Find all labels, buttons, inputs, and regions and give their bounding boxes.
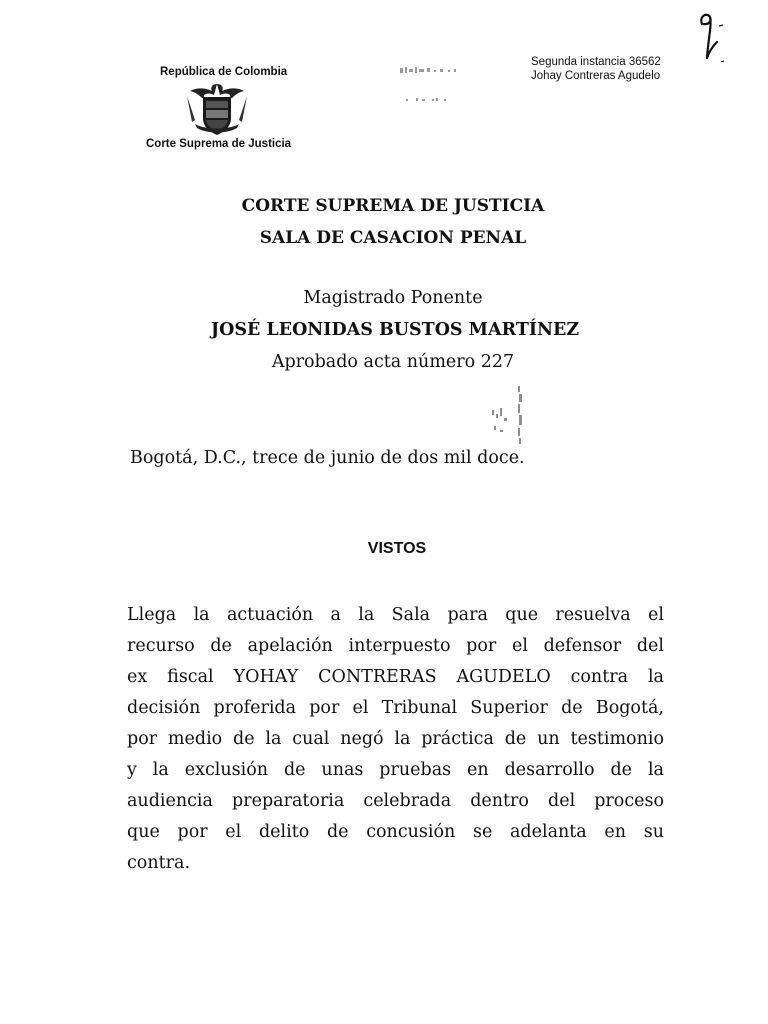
place-date-line: Bogotá, D.C., trece de junio de dos mil doce. — [130, 448, 525, 468]
case-reference-line: Johay Contreras Agudelo — [531, 70, 661, 82]
handwritten-folio-mark — [693, 10, 725, 62]
paragraph-line: decisión proferida por el Tribunal Superior de Bogotá, — [127, 698, 664, 718]
magistrate-name: JOSÉ LEONIDAS BUSTOS MARTÍNEZ — [210, 320, 580, 340]
paragraph-line: ex fiscal YOHAY CONTRERAS AGUDELO contra la — [127, 667, 664, 687]
minutes-approval: Aprobado acta número 227 — [271, 352, 515, 372]
paragraph-line: contra. — [127, 853, 191, 873]
chamber-heading: SALA DE CASACION PENAL — [259, 228, 527, 248]
case-reference — [531, 55, 661, 83]
section-title: VISTOS — [367, 540, 427, 557]
faint-stamp-mark — [488, 384, 532, 448]
letterhead-country: República de Colombia — [160, 66, 288, 78]
colombia-coat-of-arms-icon — [181, 82, 253, 138]
paragraph-line: recurso de apelación interpuesto por el defensor del — [127, 636, 664, 656]
court-heading: CORTE SUPREMA DE JUSTICIA — [241, 196, 545, 216]
paragraph-line: por medio de la cual negó la práctica de un testimonio — [127, 729, 664, 749]
paragraph-line: que por el delito de concusión se adelanta en su — [127, 822, 664, 842]
magistrate-role: Magistrado Ponente — [303, 288, 483, 308]
case-reference-line: Segunda instancia 36562 — [531, 56, 661, 68]
paragraph-line: Llega la actuación a la Sala para que resuelva el — [127, 605, 664, 625]
paragraph-line: audiencia preparatoria celebrada dentro del proceso — [127, 791, 664, 811]
paragraph-line: y la exclusión de unas pruebas en desarrollo de la — [127, 760, 664, 780]
faint-stamp-mark — [398, 62, 468, 108]
letterhead-court: Corte Suprema de Justicia — [146, 138, 292, 150]
body-paragraph — [127, 600, 664, 879]
